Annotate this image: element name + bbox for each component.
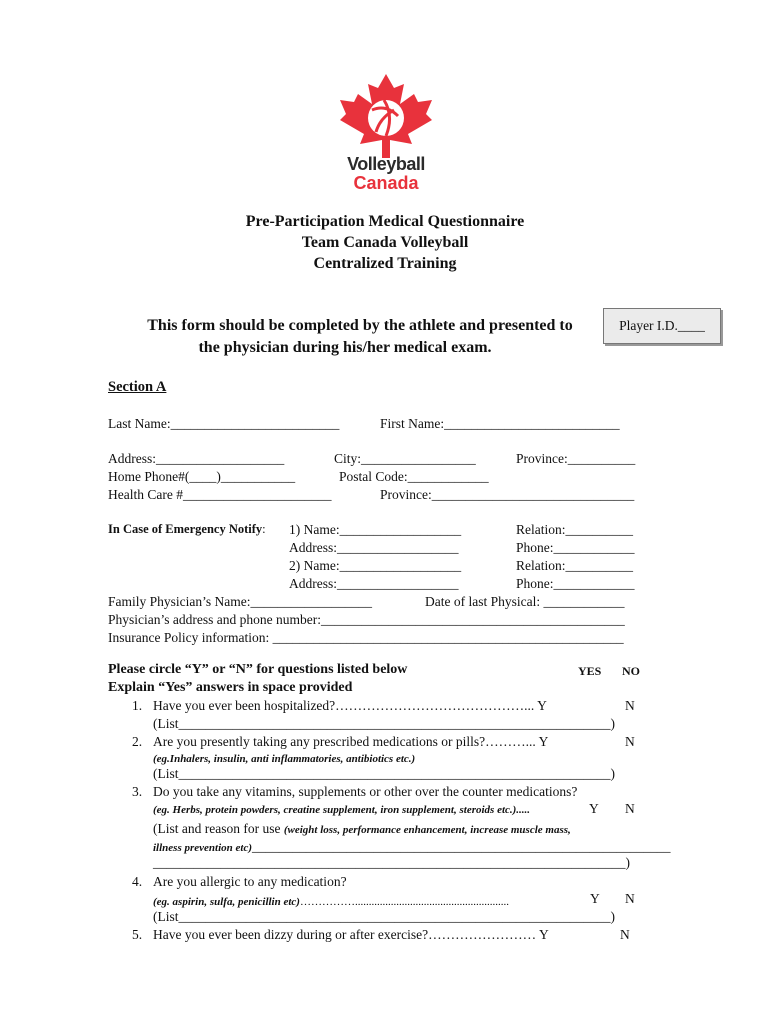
q2-number: 2.	[132, 734, 143, 749]
q2-list-field[interactable]: (List________________________________________________________________)	[153, 766, 615, 781]
emergency-address-2-field[interactable]: Address:__________________	[289, 576, 459, 591]
last-physical-field[interactable]: Date of last Physical: ____________	[425, 594, 625, 609]
q4-text: Are you allergic to any medication?	[153, 874, 347, 889]
health-care-field[interactable]: Health Care #______________________	[108, 487, 332, 502]
first-name-field[interactable]: First Name:__________________________	[380, 416, 620, 431]
last-name-field[interactable]: Last Name:_________________________	[108, 416, 340, 431]
q4-dots: ……………........................................................	[299, 896, 509, 908]
logo-word-canada: Canada	[353, 173, 419, 193]
intro-line-2: the physician during his/her medical exam.	[198, 339, 492, 356]
q3-reason-line-1[interactable]: ______________________________________________________________	[252, 839, 671, 854]
address-field[interactable]: Address:___________________	[108, 451, 285, 466]
q3-reason-row-2	[153, 839, 671, 855]
no-column-header: NO	[622, 664, 640, 678]
insurance-field[interactable]: Insurance Policy information: ____________________________________________________	[108, 630, 624, 645]
title-line-3: Centralized Training	[313, 255, 457, 272]
family-physician-field[interactable]: Family Physician’s Name:__________________	[108, 594, 372, 609]
q4-no-option[interactable]: N	[625, 891, 635, 906]
intro-line-1: This form should be completed by the athlete and presented to	[147, 317, 573, 334]
q3-no-option[interactable]: N	[625, 801, 635, 816]
q4-yes-option[interactable]: Y	[590, 891, 600, 906]
emergency-phone-2-field[interactable]: Phone:____________	[516, 576, 635, 591]
q3-reason-row	[153, 821, 571, 837]
q4-list-field[interactable]: (List________________________________________________________________)	[153, 909, 615, 924]
home-phone-field[interactable]: Home Phone#(____)___________	[108, 469, 296, 484]
q1-no-option[interactable]: N	[625, 698, 635, 713]
q5-no-option[interactable]: N	[620, 927, 630, 942]
q3-reason-d: illness prevention etc)	[153, 842, 252, 854]
postal-code-field[interactable]: Postal Code:____________	[339, 469, 489, 484]
physician-address-field[interactable]: Physician’s address and phone number:_____________________________________________	[108, 612, 625, 627]
volleyball-canada-logo	[338, 74, 434, 194]
q4-number: 4.	[132, 874, 143, 889]
player-id-box[interactable]: Player I.D.____	[603, 308, 721, 344]
q3-number: 3.	[132, 784, 143, 799]
province-field[interactable]: Province:__________	[516, 451, 636, 466]
q3-example: (eg. Herbs, protein powders, creatine supplement, iron supplement, steroids etc.).....	[153, 804, 531, 816]
section-a-heading: Section A	[108, 379, 167, 395]
q4-example-row	[153, 893, 509, 909]
q3-reason-b: (weight loss, performance enhancement	[283, 824, 465, 836]
title-line-2: Team Canada Volleyball	[301, 234, 469, 251]
city-field[interactable]: City:_________________	[334, 451, 476, 466]
q3-reason-a: (List and reason for use	[153, 821, 281, 836]
maple-leaf-volleyball-icon	[338, 74, 434, 158]
q1-number: 1.	[132, 698, 143, 713]
instructions-line-2: Explain “Yes” answers in space provided	[108, 680, 353, 695]
emergency-label-text: In Case of Emergency Notify	[108, 522, 263, 536]
q2-text: Are you presently taking any prescribed medications or pills?………... Y	[153, 734, 549, 749]
yes-column-header: YES	[578, 664, 602, 678]
q5-text: Have you ever been dizzy during or after exercise?…………………… Y	[153, 927, 549, 942]
q4-example: (eg. aspirin, sulfa, penicillin etc)	[153, 896, 300, 908]
q3-reason-line-2[interactable]: ______________________________________________________________________)	[153, 855, 630, 870]
emergency-label: In Case of Emergency Notify:	[108, 522, 266, 536]
q1-list-field[interactable]: (List________________________________________________________________)	[153, 716, 615, 731]
logo-word-volleyball: Volleyball	[347, 154, 425, 174]
emergency-address-1-field[interactable]: Address:__________________	[289, 540, 459, 555]
emergency-name-1-field[interactable]: 1) Name:__________________	[289, 522, 462, 537]
q2-example: (eg.Inhalers, insulin, anti inflammatories, antibiotics etc.)	[153, 753, 416, 765]
emergency-relation-1-field[interactable]: Relation:__________	[516, 522, 633, 537]
title-line-1: Pre-Participation Medical Questionnaire	[245, 213, 525, 230]
health-card-province-field[interactable]: Province:______________________________	[380, 487, 635, 502]
q5-number: 5.	[132, 927, 143, 942]
q3-reason-c: , increase muscle mass,	[464, 824, 571, 836]
q1-text: Have you ever been hospitalized?……………………………………... Y	[153, 698, 547, 713]
q3-yes-option[interactable]: Y	[589, 801, 599, 816]
emergency-name-2-field[interactable]: 2) Name:__________________	[289, 558, 462, 573]
emergency-phone-1-field[interactable]: Phone:____________	[516, 540, 635, 555]
q2-no-option[interactable]: N	[625, 734, 635, 749]
emergency-relation-2-field[interactable]: Relation:__________	[516, 558, 633, 573]
instructions-line-1: Please circle “Y” or “N” for questions listed below	[108, 662, 408, 677]
q3-text: Do you take any vitamins, supplements or other over the counter medications?	[153, 784, 578, 799]
